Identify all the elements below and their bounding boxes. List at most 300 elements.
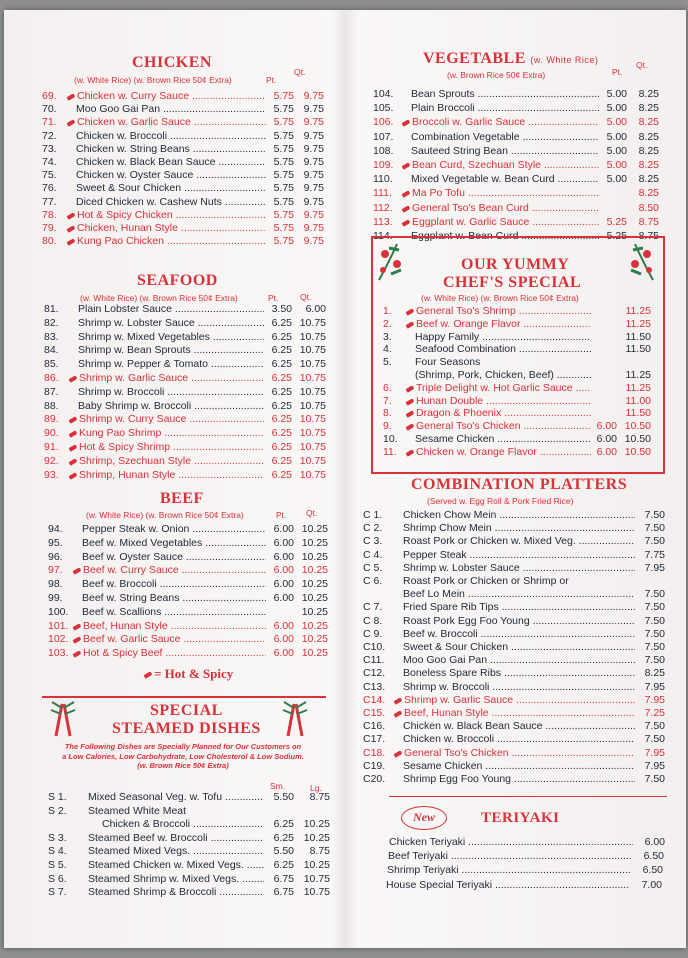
item-price: 5.25 bbox=[606, 215, 627, 228]
item-price: 5.75 bbox=[273, 90, 294, 102]
item-price: 10.75 bbox=[299, 413, 326, 426]
item-price: 5.00 bbox=[606, 116, 627, 129]
item-price: 5.00 bbox=[606, 173, 627, 186]
item-price: 10.25 bbox=[301, 550, 328, 563]
item-price: 6.75 bbox=[273, 886, 294, 899]
item-price: 10.75 bbox=[299, 454, 326, 467]
item-price: 10.25 bbox=[301, 633, 328, 646]
item-price: 6.25 bbox=[271, 413, 292, 426]
menu-item[interactable] bbox=[363, 707, 665, 721]
item-price: 7.50 bbox=[644, 588, 665, 601]
item-price: 7.50 bbox=[644, 627, 665, 640]
menu-item[interactable] bbox=[363, 549, 665, 563]
vegetable-qt-header: Qt. bbox=[636, 60, 648, 70]
menu-item[interactable] bbox=[363, 733, 665, 747]
item-price: 7.50 bbox=[644, 733, 665, 746]
item-price: 8.25 bbox=[644, 667, 665, 680]
item-number: C16. bbox=[363, 720, 386, 733]
item-price: 9.75 bbox=[303, 208, 324, 221]
item-name: Mixed Seasonal Veg. w. Tofu ..... bbox=[88, 791, 264, 803]
item-name: Steamed Chicken w. Mixed Vegs. ..... bbox=[88, 859, 264, 871]
menu-item[interactable] bbox=[48, 886, 330, 900]
item-number: 8. bbox=[383, 407, 392, 420]
item-name: Hot & Spicy Chicken ..... bbox=[77, 209, 266, 221]
item-price: 10.75 bbox=[299, 427, 326, 440]
item-name: House Special Teriyaki ..... bbox=[386, 879, 630, 891]
menu-item[interactable] bbox=[42, 130, 324, 144]
menu-item[interactable] bbox=[363, 575, 665, 589]
item-name: Steamed Shrimp & Broccoli ..... bbox=[88, 886, 264, 898]
item-price: 5.50 bbox=[273, 845, 294, 858]
menu-item[interactable] bbox=[363, 588, 665, 602]
item-number: 105. bbox=[373, 102, 394, 115]
item-name: Pepper Steak w. Onion ..... bbox=[82, 523, 266, 535]
menu-item[interactable] bbox=[363, 720, 665, 734]
item-number: C18. bbox=[363, 746, 386, 759]
item-number: 81. bbox=[44, 303, 59, 315]
chicken-title: CHICKEN bbox=[132, 54, 212, 71]
menu-item[interactable] bbox=[363, 628, 665, 642]
item-name: Beef w. Garlic Sauce ..... bbox=[83, 633, 266, 645]
beef-subtitle: (w. White Rice) (w. Brown Rice 50¢ Extra) bbox=[86, 510, 244, 520]
item-number: 4. bbox=[383, 343, 392, 356]
item-price: 10.75 bbox=[299, 358, 326, 371]
item-name: Shrimp Egg Foo Young ..... bbox=[403, 773, 635, 785]
item-number: 112. bbox=[373, 201, 393, 214]
menu-item[interactable] bbox=[44, 469, 326, 483]
item-name: Steamed Mixed Vegs. ..... bbox=[88, 845, 264, 857]
item-price: 6.50 bbox=[642, 864, 663, 877]
item-price: 7.50 bbox=[644, 654, 665, 667]
item-price: 5.75 bbox=[273, 129, 294, 142]
item-name: Roast Pork Egg Foo Young ..... bbox=[403, 615, 635, 627]
menu-item[interactable] bbox=[44, 427, 326, 441]
item-price: 10.75 bbox=[299, 385, 326, 398]
item-name: Roast Pork or Chicken or Shrimp or bbox=[403, 575, 569, 587]
item-price: 8.25 bbox=[638, 173, 659, 186]
item-price: 6.00 bbox=[273, 536, 294, 549]
item-number: 76. bbox=[42, 182, 57, 195]
item-name: Chicken, Hunan Style ..... bbox=[77, 222, 266, 234]
item-price: 10.25 bbox=[303, 818, 330, 831]
item-number: 87. bbox=[44, 385, 59, 398]
menu-item[interactable] bbox=[42, 116, 324, 130]
item-price: 8.75 bbox=[638, 230, 659, 242]
item-name: Shrimp w. Lobster Sauce ..... bbox=[403, 562, 635, 574]
item-name: General Tso's Bean Curd ..... bbox=[412, 202, 599, 214]
item-number: 89. bbox=[44, 413, 59, 426]
item-price: 6.00 bbox=[273, 564, 294, 577]
menu-item[interactable] bbox=[363, 522, 665, 536]
steamed-title-2: STEAMED DISHES bbox=[112, 720, 261, 737]
item-price: 9.75 bbox=[303, 169, 324, 182]
item-name: Chicken w. Garlic Sauce ..... bbox=[77, 116, 266, 128]
item-number: C 6. bbox=[363, 575, 383, 587]
item-price: 6.25 bbox=[273, 859, 294, 871]
item-price: 9.75 bbox=[303, 182, 324, 195]
item-number: C14. bbox=[363, 693, 386, 706]
item-price: 6.00 bbox=[644, 836, 665, 848]
item-price: 10.50 bbox=[624, 445, 651, 458]
item-name: Beef w. Orange Flavor ..... bbox=[416, 318, 591, 330]
item-price: 10.25 bbox=[301, 605, 328, 618]
menu-item[interactable] bbox=[383, 446, 651, 460]
item-price: 8.25 bbox=[638, 144, 659, 157]
item-number: 74. bbox=[42, 156, 57, 168]
item-price: 5.00 bbox=[606, 88, 627, 100]
item-name: Beef w. Curry Sauce ..... bbox=[83, 564, 266, 576]
item-price: 7.00 bbox=[641, 878, 662, 891]
menu-item[interactable] bbox=[44, 331, 326, 345]
menu-item[interactable] bbox=[373, 187, 659, 201]
item-price: 6.00 bbox=[273, 578, 294, 591]
item-name: Shrimp w. Garlic Sauce ..... bbox=[79, 372, 264, 384]
item-price: 10.50 bbox=[624, 433, 651, 445]
menu-item[interactable] bbox=[48, 832, 330, 846]
item-price: 11.50 bbox=[625, 407, 651, 420]
item-price: 5.75 bbox=[273, 182, 294, 195]
item-price: 8.25 bbox=[638, 102, 659, 115]
item-number: 84. bbox=[44, 344, 59, 357]
item-price: 7.95 bbox=[644, 561, 665, 574]
item-number: C 8. bbox=[363, 614, 383, 627]
item-name: Chicken Teriyaki ..... bbox=[389, 836, 633, 848]
menu-item[interactable] bbox=[48, 647, 328, 661]
item-price: 6.25 bbox=[271, 385, 292, 398]
item-price: 9.75 bbox=[303, 142, 324, 155]
item-price: 8.25 bbox=[638, 159, 659, 171]
item-name: Triple Delight w. Hot Garlic Sauce ..... bbox=[416, 382, 591, 394]
item-name: Chicken w. Curry Sauce ..... bbox=[77, 90, 266, 102]
item-price: 6.25 bbox=[271, 316, 292, 329]
item-number: C 5. bbox=[363, 561, 383, 574]
menu-item[interactable] bbox=[363, 654, 665, 668]
item-name: Shrimp w. Garlic Sauce ..... bbox=[404, 694, 635, 706]
menu-item[interactable] bbox=[363, 747, 665, 761]
menu-item[interactable] bbox=[363, 760, 665, 774]
menu-item[interactable] bbox=[48, 791, 330, 805]
item-name: Shrimp w. Pepper & Tomato ..... bbox=[78, 358, 264, 370]
menu-item[interactable] bbox=[44, 455, 326, 469]
item-name: Boneless Spare Ribs ..... bbox=[403, 667, 635, 679]
item-number: 104. bbox=[373, 88, 394, 100]
item-price: 6.00 bbox=[596, 420, 617, 433]
menu-item[interactable] bbox=[48, 633, 328, 647]
menu-item[interactable] bbox=[386, 879, 662, 893]
menu-item[interactable] bbox=[42, 235, 324, 249]
vegetable-title-sub: (w. White Rice) bbox=[530, 55, 599, 65]
menu-item[interactable] bbox=[42, 169, 324, 183]
item-price: 10.75 bbox=[299, 468, 326, 481]
flower-right-icon bbox=[617, 240, 657, 284]
menu-item[interactable] bbox=[373, 116, 659, 130]
menu-item[interactable] bbox=[363, 773, 665, 787]
item-price: 6.25 bbox=[273, 831, 294, 844]
item-price: 10.75 bbox=[299, 399, 326, 412]
item-price: 11.50 bbox=[625, 330, 651, 343]
item-number: 79. bbox=[42, 222, 57, 234]
item-price: 10.25 bbox=[301, 564, 328, 577]
menu-item[interactable] bbox=[42, 90, 324, 104]
item-number: 91. bbox=[44, 441, 59, 453]
item-price: 6.00 bbox=[596, 445, 617, 458]
item-number: 90. bbox=[44, 427, 59, 440]
menu-item[interactable] bbox=[363, 535, 665, 549]
item-price: 7.95 bbox=[644, 680, 665, 693]
menu-item[interactable] bbox=[48, 523, 328, 537]
menu-page bbox=[4, 10, 686, 948]
item-number: C15. bbox=[363, 707, 386, 719]
menu-item[interactable] bbox=[42, 156, 324, 170]
menu-item[interactable] bbox=[44, 400, 326, 414]
menu-item[interactable] bbox=[48, 859, 330, 873]
item-name: Sweet & Sour Chicken ..... bbox=[76, 182, 266, 194]
menu-item[interactable] bbox=[42, 222, 324, 236]
item-price: 6.00 bbox=[305, 303, 326, 315]
hot-spicy-label: = Hot & Spicy bbox=[154, 666, 234, 681]
item-number: C 2. bbox=[363, 522, 383, 535]
menu-item[interactable] bbox=[48, 620, 328, 634]
item-number: 73. bbox=[42, 142, 57, 155]
item-price: 9.75 bbox=[303, 195, 324, 208]
item-price: 6.25 bbox=[271, 372, 292, 384]
item-number: C11. bbox=[363, 654, 385, 667]
menu-item[interactable] bbox=[373, 145, 659, 159]
item-price: 9.75 bbox=[303, 90, 324, 102]
menu-item[interactable] bbox=[44, 303, 326, 317]
item-number: 114. bbox=[373, 230, 393, 242]
item-name: Sesame Chicken ..... bbox=[415, 433, 591, 445]
chicken-qt-header: Qt. bbox=[294, 67, 306, 77]
item-name: Beef Teriyaki ..... bbox=[388, 850, 632, 862]
item-price: 5.25 bbox=[606, 230, 627, 242]
item-name: Chicken w. Orange Flavor ..... bbox=[416, 446, 591, 458]
item-name: Fried Spare Rib Tips ..... bbox=[403, 601, 635, 613]
steamed-title-1: SPECIAL bbox=[150, 702, 223, 719]
menu-item[interactable] bbox=[373, 216, 659, 230]
menu-item[interactable] bbox=[363, 681, 665, 695]
menu-item[interactable] bbox=[48, 537, 328, 551]
menu-item[interactable] bbox=[42, 196, 324, 210]
item-price: 10.25 bbox=[303, 831, 330, 844]
menu-item[interactable] bbox=[363, 641, 665, 655]
item-price: 6.00 bbox=[273, 550, 294, 563]
item-price: 9.75 bbox=[303, 156, 324, 168]
steamed-rule-top bbox=[42, 696, 326, 698]
item-price: 5.75 bbox=[273, 142, 294, 155]
item-price: 10.75 bbox=[299, 330, 326, 343]
item-number: S 7. bbox=[48, 886, 67, 899]
menu-item[interactable] bbox=[48, 845, 330, 859]
item-price: 6.25 bbox=[271, 330, 292, 343]
item-number: 94. bbox=[48, 523, 63, 535]
item-price: 6.25 bbox=[271, 441, 292, 453]
item-name: Shrimp w. Bean Sprouts ..... bbox=[78, 344, 264, 356]
combo-subtitle: (Served w. Egg Roll & Pork Fried Rice) bbox=[427, 496, 574, 506]
item-name: Shrimp Teriyaki ..... bbox=[387, 864, 631, 876]
menu-item[interactable] bbox=[363, 694, 665, 708]
chef-subtitle: (w. White Rice) (w. Brown Rice 50¢ Extra) bbox=[421, 293, 579, 303]
item-name: Bean Curd, Szechuan Style ..... bbox=[412, 159, 599, 171]
item-price: 8.75 bbox=[638, 215, 659, 228]
menu-item[interactable] bbox=[42, 103, 324, 117]
menu-item[interactable] bbox=[373, 88, 659, 102]
menu-item[interactable] bbox=[373, 159, 659, 173]
menu-item[interactable] bbox=[44, 386, 326, 400]
item-price: 7.50 bbox=[644, 614, 665, 627]
menu-item[interactable] bbox=[48, 805, 330, 819]
item-number: 9. bbox=[383, 420, 392, 433]
item-number: S 4. bbox=[48, 845, 67, 858]
menu-item[interactable] bbox=[48, 606, 328, 620]
item-number: C 4. bbox=[363, 548, 383, 561]
item-name: Moo Goo Gai Pan ..... bbox=[403, 654, 635, 666]
item-price: 6.00 bbox=[273, 592, 294, 604]
item-name: Chicken w. String Beans ..... bbox=[76, 143, 266, 155]
item-price: 10.50 bbox=[624, 420, 651, 433]
menu-item[interactable] bbox=[48, 592, 328, 606]
menu-item[interactable] bbox=[363, 601, 665, 615]
beef-title: BEEF bbox=[160, 490, 204, 507]
item-name: Dragon & Phoenix ..... bbox=[416, 407, 591, 419]
menu-item[interactable] bbox=[363, 509, 665, 523]
item-price: 10.75 bbox=[299, 316, 326, 329]
item-price: 5.00 bbox=[606, 130, 627, 143]
menu-item[interactable] bbox=[42, 143, 324, 157]
item-name: Sweet & Sour Chicken ..... bbox=[403, 641, 635, 653]
item-price: 5.00 bbox=[606, 159, 627, 171]
menu-item[interactable] bbox=[373, 173, 659, 187]
item-price: 8.25 bbox=[638, 130, 659, 143]
item-price: 10.75 bbox=[299, 344, 326, 357]
item-number: 2. bbox=[383, 317, 392, 330]
item-number: 98. bbox=[48, 578, 63, 591]
item-number: 113. bbox=[373, 215, 393, 228]
item-number: 80. bbox=[42, 235, 57, 248]
menu-item[interactable] bbox=[42, 209, 324, 223]
item-price: 6.00 bbox=[273, 647, 294, 660]
item-price: 6.25 bbox=[271, 427, 292, 440]
item-name: Beef w. String Beans ..... bbox=[82, 592, 266, 604]
menu-item[interactable] bbox=[363, 562, 665, 576]
item-number: C 3. bbox=[363, 535, 383, 548]
menu-item[interactable] bbox=[373, 202, 659, 216]
steamed-note: The Following Dishes are Specially Planned for Our Customers on a Low Calories, Low Carbohydrate, Low Cholesterol & Low Sodium. (w. Brown Rice 50¢ Extra) bbox=[62, 742, 304, 770]
item-name: Chicken w. Oyster Sauce ..... bbox=[76, 169, 266, 181]
item-price: 3.50 bbox=[271, 303, 292, 315]
item-name: Hot & Spicy Shrimp ..... bbox=[79, 441, 264, 453]
chicken-pt-header: Pt. bbox=[266, 75, 277, 85]
item-price: 10.25 bbox=[301, 578, 328, 591]
item-price: 7.50 bbox=[644, 509, 665, 521]
item-name: Moo Goo Gai Pan ..... bbox=[76, 103, 266, 115]
item-number: 100. bbox=[48, 605, 69, 618]
item-price: 6.00 bbox=[273, 523, 294, 535]
menu-item[interactable] bbox=[44, 344, 326, 358]
item-number: 77. bbox=[42, 195, 57, 208]
item-number: 10. bbox=[383, 433, 398, 445]
item-price: 9.75 bbox=[303, 222, 324, 234]
item-number: C 7. bbox=[363, 601, 383, 614]
item-price: 11.25 bbox=[625, 317, 651, 330]
menu-item[interactable] bbox=[48, 873, 330, 887]
item-number: S 1. bbox=[48, 791, 67, 803]
item-number: 82. bbox=[44, 316, 59, 329]
item-price: 5.00 bbox=[606, 102, 627, 115]
item-price: 7.95 bbox=[644, 746, 665, 759]
item-price: 5.50 bbox=[273, 791, 294, 803]
item-price: 8.25 bbox=[638, 116, 659, 129]
menu-item[interactable] bbox=[48, 551, 328, 565]
item-number: C20. bbox=[363, 773, 386, 785]
item-name: Bean Sprouts ..... bbox=[411, 88, 599, 100]
item-name: Happy Family ..... bbox=[415, 331, 591, 343]
hot-spicy-legend bbox=[142, 666, 233, 682]
menu-item[interactable] bbox=[388, 850, 664, 864]
item-number: 101. bbox=[48, 619, 69, 632]
vegetable-title bbox=[423, 50, 598, 68]
item-price: 6.25 bbox=[271, 454, 292, 467]
item-number: 86. bbox=[44, 372, 59, 384]
item-name: General Tso's Chicken ..... bbox=[416, 420, 591, 432]
item-price: 5.75 bbox=[273, 195, 294, 208]
item-name: Plain Broccoli ..... bbox=[411, 102, 599, 114]
seafood-pt-header: Pt. bbox=[268, 293, 279, 303]
item-number: 108. bbox=[373, 144, 394, 157]
menu-item[interactable] bbox=[42, 182, 324, 196]
item-number: 69. bbox=[42, 90, 57, 102]
menu-item[interactable] bbox=[44, 413, 326, 427]
menu-item[interactable] bbox=[389, 836, 665, 850]
item-price: 7.50 bbox=[644, 773, 665, 785]
item-name: Beef w. Broccoli ..... bbox=[82, 578, 266, 590]
item-name: Pepper Steak ..... bbox=[403, 549, 635, 561]
item-number: 85. bbox=[44, 358, 59, 371]
item-price: 7.50 bbox=[644, 522, 665, 535]
item-name: Shrimp, Szechuan Style ..... bbox=[79, 455, 264, 467]
item-name: Shrimp w. Broccoli ..... bbox=[403, 681, 635, 693]
item-price: 6.00 bbox=[273, 633, 294, 646]
menu-item[interactable] bbox=[48, 564, 328, 578]
item-name: Chicken w. Broccoli ..... bbox=[76, 130, 266, 142]
item-price: 6.25 bbox=[271, 358, 292, 371]
item-name: Roast Pork or Chicken w. Mixed Veg. ..... bbox=[403, 535, 635, 547]
menu-item[interactable] bbox=[48, 578, 328, 592]
menu-item[interactable] bbox=[363, 667, 665, 681]
item-price: 11.25 bbox=[625, 369, 651, 381]
menu-item[interactable] bbox=[363, 615, 665, 629]
menu-item[interactable] bbox=[44, 372, 326, 386]
menu-item[interactable] bbox=[373, 131, 659, 145]
menu-item[interactable] bbox=[387, 864, 663, 878]
menu-item[interactable] bbox=[44, 441, 326, 455]
seafood-qt-header: Qt. bbox=[300, 292, 312, 302]
item-name: Steamed Beef w. Broccoli ..... bbox=[88, 832, 264, 844]
item-number: 72. bbox=[42, 129, 57, 142]
chicken-subtitle: (w. White Rice) (w. Brown Rice 50¢ Extra) bbox=[74, 75, 232, 85]
item-number: 1. bbox=[383, 305, 392, 317]
menu-item[interactable] bbox=[373, 102, 659, 116]
item-number: 7. bbox=[383, 394, 392, 407]
item-name: Beef, Hunan Style ..... bbox=[83, 620, 266, 632]
item-name: Diced Chicken w. Cashew Nuts ..... bbox=[76, 196, 266, 208]
item-price: 7.50 bbox=[644, 535, 665, 548]
item-number: 75. bbox=[42, 169, 57, 182]
item-price: 5.75 bbox=[273, 169, 294, 182]
menu-item[interactable] bbox=[44, 317, 326, 331]
item-price: 9.75 bbox=[303, 116, 324, 129]
menu-item[interactable] bbox=[44, 358, 326, 372]
